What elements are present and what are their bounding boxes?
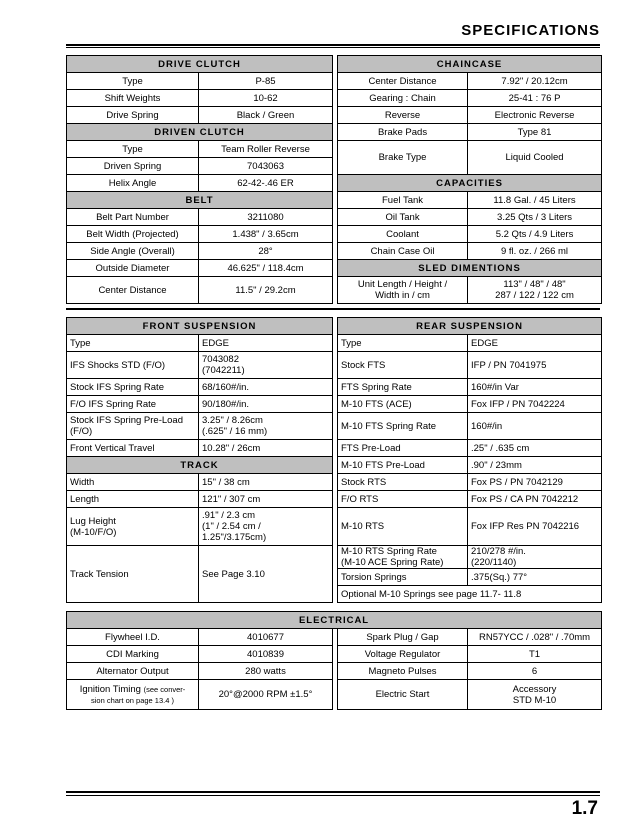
spec-value: 3.25 Qts / 3 Liters [468, 209, 602, 226]
spec-label: Center Distance [338, 73, 468, 90]
spec-label: M-10 FTS (ACE) [338, 396, 468, 413]
spec-label: Stock RTS [338, 474, 468, 491]
ignition-timing-label: Ignition Timing [79, 683, 141, 695]
spec-value: 7043063 [199, 158, 333, 175]
spec-label: Fuel Tank [338, 192, 468, 209]
spec-value: 3211080 [199, 209, 333, 226]
section-header-rear-suspension: REAR SUSPENSION [338, 318, 602, 335]
spec-label: Length [67, 491, 199, 508]
spec-value: 6 [468, 663, 602, 680]
ignition-timing-note-2: sion chart on page 13.4 ) [91, 695, 174, 705]
spec-label: F/O IFS Spring Rate [67, 396, 199, 413]
spec-label: F/O RTS [338, 491, 468, 508]
spec-value [468, 680, 602, 710]
sled-label-line-2: Width in / cm [375, 290, 430, 301]
rear-suspension-note: Optional M-10 Springs see page 11.7- 11.8 [338, 586, 602, 603]
spec-label: IFS Shocks STD (F/O) [67, 352, 199, 379]
spec-label: FTS Spring Rate [338, 379, 468, 396]
spec-label [338, 277, 468, 304]
section-header-driven-clutch: DRIVEN CLUTCH [67, 124, 333, 141]
spec-label: CDI Marking [67, 646, 199, 663]
spec-value: 15" / 38 cm [199, 474, 333, 491]
spec-label: Center Distance [67, 277, 199, 304]
spec-table-clutch [66, 55, 602, 304]
sled-value-line-1: 113" / 48" / 48" [503, 279, 566, 290]
spec-value: RN57YCC / .028" / .70mm [468, 629, 602, 646]
spec-label: Stock IFS Spring Pre-Load (F/O) [67, 413, 199, 440]
spec-value: 1.438" / 3.65cm [199, 226, 333, 243]
spec-label: Shift Weights [67, 90, 199, 107]
spec-table-suspension [66, 317, 602, 603]
spec-value: 46.625" / 118.4cm [199, 260, 333, 277]
spec-label: Stock FTS [338, 352, 468, 379]
spec-value: 160#/in [468, 413, 602, 440]
spec-label: Magneto Pulses [338, 663, 468, 680]
spec-value: Fox PS / PN 7042129 [468, 474, 602, 491]
spec-value: 3.25" / 8.26cm (.625" / 16 mm) [199, 413, 333, 440]
spec-label: Outside Diameter [67, 260, 199, 277]
section-header-electrical: ELECTRICAL [67, 612, 602, 629]
electric-start-value-2: STD M-10 [512, 694, 557, 706]
spec-value: 62-42-.46 ER [199, 175, 333, 192]
header-rule-thin [66, 47, 600, 48]
spec-value: Fox IFP Res PN 7042216 [468, 508, 602, 546]
spec-value: 9 fl. oz. / 266 ml [468, 243, 602, 260]
spec-label: Spark Plug / Gap [338, 629, 468, 646]
spec-label: Type [338, 335, 468, 352]
spec-table-electrical [66, 611, 602, 710]
page-title: SPECIFICATIONS [461, 22, 600, 39]
spec-value: 121" / 307 cm [199, 491, 333, 508]
spec-label: Coolant [338, 226, 468, 243]
spec-value: .91" / 2.3 cm (1" / 2.54 cm / 1.25"/3.175cm) [199, 508, 333, 546]
spec-label: Belt Part Number [67, 209, 199, 226]
section-header-chaincase: CHAINCASE [338, 56, 602, 73]
spec-value: Team Roller Reverse [199, 141, 333, 158]
sled-label-line-1: Unit Length / Height / [357, 279, 448, 290]
spec-label: Track Tension [67, 546, 199, 603]
spec-label: Voltage Regulator [338, 646, 468, 663]
spec-value: Electronic Reverse [468, 107, 602, 124]
spec-label: M-10 RTS Spring Rate (M-10 ACE Spring Rate) [338, 546, 468, 569]
header-rule [66, 44, 600, 46]
spec-value: 280 watts [199, 663, 333, 680]
footer-rule-thin [66, 795, 600, 796]
spec-label: Lug Height (M-10/F/O) [67, 508, 199, 546]
section-header-capacities: CAPACITIES [338, 175, 602, 192]
spec-value: 7043082 (7042211) [199, 352, 333, 379]
spec-value: 5.2 Qts / 4.9 Liters [468, 226, 602, 243]
section-header-track: TRACK [67, 457, 333, 474]
spec-value: 20°@2000 RPM ±1.5° [199, 680, 333, 710]
spec-label: M-10 FTS Pre-Load [338, 457, 468, 474]
spec-value: .90" / 23mm [468, 457, 602, 474]
spec-label: Stock IFS Spring Rate [67, 379, 199, 396]
spec-value: .25" / .635 cm [468, 440, 602, 457]
spec-label: Oil Tank [338, 209, 468, 226]
spec-label: Driven Spring [67, 158, 199, 175]
spec-label [67, 680, 199, 710]
spec-value: 210/278 #/in. (220/1140) [468, 546, 602, 569]
spec-value: Liquid Cooled [468, 141, 602, 175]
spec-label: Torsion Springs [338, 569, 468, 586]
spec-value: 11.8 Gal. / 45 Liters [468, 192, 602, 209]
spec-label: Brake Type [338, 141, 468, 175]
section-header-drive-clutch: DRIVE CLUTCH [67, 56, 333, 73]
section-header-sled-dimentions: SLED DIMENTIONS [338, 260, 602, 277]
spec-value: 7.92" / 20.12cm [468, 73, 602, 90]
spec-value [468, 277, 602, 304]
spec-value: 11.5" / 29.2cm [199, 277, 333, 304]
spec-label: Electric Start [338, 680, 468, 710]
spec-value: Fox PS / CA PN 7042212 [468, 491, 602, 508]
section-rule [66, 308, 600, 310]
electric-start-value-1: Accessory [512, 683, 557, 695]
spec-value: 28° [199, 243, 333, 260]
spec-label: Flywheel I.D. [67, 629, 199, 646]
spec-value: P-85 [199, 73, 333, 90]
spec-value: 25-41 : 76 P [468, 90, 602, 107]
section-header-belt: BELT [67, 192, 333, 209]
spec-label: Brake Pads [338, 124, 468, 141]
spec-label: Front Vertical Travel [67, 440, 199, 457]
spec-value: See Page 3.10 [199, 546, 333, 603]
spec-value: 4010839 [199, 646, 333, 663]
spec-value: .375(Sq.) 77° [468, 569, 602, 586]
spec-label: Type [67, 73, 199, 90]
section-header-front-suspension: FRONT SUSPENSION [67, 318, 333, 335]
spec-label: Gearing : Chain [338, 90, 468, 107]
spec-value: 68/160#/in. [199, 379, 333, 396]
spec-label: Width [67, 474, 199, 491]
spec-label: Helix Angle [67, 175, 199, 192]
sled-value-line-2: 287 / 122 / 122 cm [495, 290, 574, 301]
spec-value: IFP / PN 7041975 [468, 352, 602, 379]
spec-label: Type [67, 335, 199, 352]
spec-value: 90/180#/in. [199, 396, 333, 413]
ignition-timing-note-1: (see conver- [143, 684, 186, 694]
spec-label: Side Angle (Overall) [67, 243, 199, 260]
spec-value: Black / Green [199, 107, 333, 124]
spec-value: Fox IFP / PN 7042224 [468, 396, 602, 413]
page-number: 1.7 [571, 798, 598, 819]
footer-rule [66, 791, 600, 793]
spec-value: T1 [468, 646, 602, 663]
spec-label: Type [67, 141, 199, 158]
spec-label: Alternator Output [67, 663, 199, 680]
spec-value: 4010677 [199, 629, 333, 646]
spec-label: Chain Case Oil [338, 243, 468, 260]
spec-label: Belt Width (Projected) [67, 226, 199, 243]
spec-value: EDGE [199, 335, 333, 352]
spec-label: Drive Spring [67, 107, 199, 124]
spec-label: M-10 RTS [338, 508, 468, 546]
spec-value: EDGE [468, 335, 602, 352]
spec-label: M-10 FTS Spring Rate [338, 413, 468, 440]
spec-value: 10-62 [199, 90, 333, 107]
spec-value: 160#/in Var [468, 379, 602, 396]
spec-label: FTS Pre-Load [338, 440, 468, 457]
spec-value: 10.28" / 26cm [199, 440, 333, 457]
spec-label: Reverse [338, 107, 468, 124]
spec-value: Type 81 [468, 124, 602, 141]
